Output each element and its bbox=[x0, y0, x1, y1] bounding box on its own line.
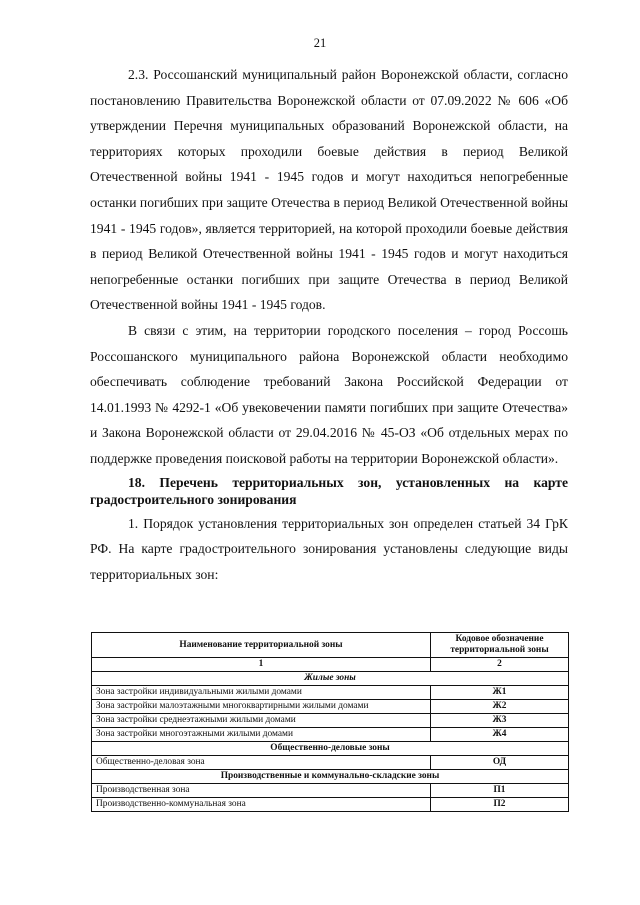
zone-name: Зона застройки многоэтажными жилыми домами bbox=[92, 728, 431, 742]
table-header-row bbox=[92, 633, 569, 658]
table-row bbox=[92, 700, 569, 714]
zone-code: П1 bbox=[431, 784, 569, 798]
section-heading: 18. Перечень территориальных зон, установленных на карте градостроительного зонирования bbox=[90, 474, 568, 507]
table-row bbox=[92, 728, 569, 742]
zone-code: Ж2 bbox=[431, 700, 569, 714]
group-title-residential: Жилые зоны bbox=[92, 672, 569, 686]
zones-table bbox=[91, 632, 569, 812]
zone-name: Производственно-коммунальная зона bbox=[92, 798, 431, 812]
paragraph-zones-intro: 1. Порядок установления территориальных зон определен статьей 34 ГрК РФ. На карте градостроительного зонирования установлены следующие виды территориальных зон: bbox=[90, 515, 568, 582]
table-group-row bbox=[92, 770, 569, 784]
zone-code: Ж4 bbox=[431, 728, 569, 742]
header-zone-name: Наименование территориальной зоны bbox=[92, 633, 431, 658]
zone-name: Зона застройки индивидуальными жилыми домами bbox=[92, 686, 431, 700]
table-row bbox=[92, 798, 569, 812]
paragraph-requirements: В связи с этим, на территории городского поселения – город Россошь Россошанского муниципального района Воронежской области необходимо обеспечивать соблюдение требований Закона Российской Федерации от 14.01.1993 № 4292-1 «Об увековечении памяти погибших при защите Отечества» и Закона Воронежской области от 29.04.2016 № 45-ОЗ «Об отдельных мерах по поддержке проведения поисковой работы на территории Воронежской области». bbox=[90, 322, 568, 466]
paragraph-2-3: 2.3. Россошанский муниципальный район Воронежской области, согласно постановлению Правительства Воронежской области от 07.09.2022 № 606 «Об утверждении Перечня муниципальных образований Воронежской области, на территориях которых проходили боевые действия в период Великой Отечественной войны 1941 - 1945 годов и могут находиться непогребенные останки погибших при защите Отечества в период Великой Отечественной войны 1941 - 1945 годов», является территорией, на которой проходили боевые действия в период Великой Отечественной войны 1941 - 1945 годов и могут находиться непогребенные останки погибших при защите Отечества в период Великой Отечественной войны 1941 - 1945 годов. bbox=[90, 67, 568, 313]
zone-name: Общественно-деловая зона bbox=[92, 756, 431, 770]
body-text bbox=[90, 62, 568, 587]
table-column-numbers-row bbox=[92, 658, 569, 672]
table-row bbox=[92, 686, 569, 700]
table-row bbox=[92, 714, 569, 728]
table-group-row bbox=[92, 742, 569, 756]
group-title-industrial: Производственные и коммунально-складские зоны bbox=[92, 770, 569, 784]
header-zone-code: Кодовое обозначение территориальной зоны bbox=[431, 633, 569, 658]
page-number: 21 bbox=[313, 36, 327, 50]
zone-code: ОД bbox=[431, 756, 569, 770]
zone-name: Зона застройки среднеэтажными жилыми домами bbox=[92, 714, 431, 728]
zone-code: П2 bbox=[431, 798, 569, 812]
table-group-row bbox=[92, 672, 569, 686]
column-number-2: 2 bbox=[431, 658, 569, 672]
zone-name: Зона застройки малоэтажными многоквартирными жилыми домами bbox=[92, 700, 431, 714]
table-row bbox=[92, 756, 569, 770]
column-number-1: 1 bbox=[92, 658, 431, 672]
table-row bbox=[92, 784, 569, 798]
zone-name: Производственная зона bbox=[92, 784, 431, 798]
zone-code: Ж1 bbox=[431, 686, 569, 700]
zone-code: Ж3 bbox=[431, 714, 569, 728]
group-title-public-business: Общественно-деловые зоны bbox=[92, 742, 569, 756]
